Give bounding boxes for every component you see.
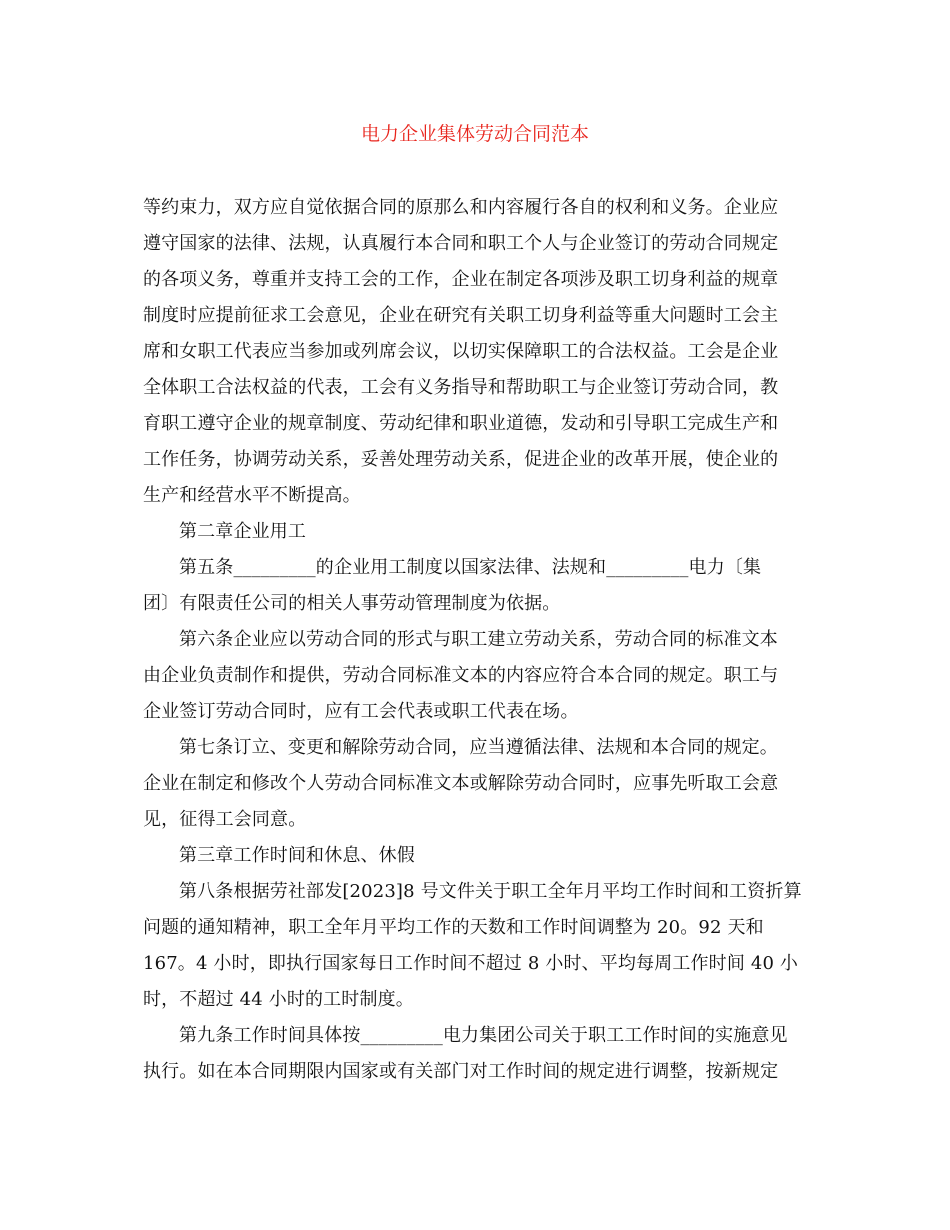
text-line: 问题的通知精神，职工全年月平均工作的天数和工作时间调整为 20。92 天和 bbox=[143, 917, 764, 938]
article-9 bbox=[143, 1018, 813, 1090]
chapter-heading bbox=[143, 514, 813, 550]
chapter-heading bbox=[143, 838, 813, 874]
text-line: 第六条企业应以劳动合同的形式与职工建立劳动关系，劳动合同的标准文本 bbox=[179, 629, 778, 650]
text-line: 第七条订立、变更和解除劳动合同，应当遵循法律、法规和本合同的规定。 bbox=[179, 737, 778, 758]
text-line: 团〕有限责任公司的相关人事劳动管理制度为依据。 bbox=[143, 593, 561, 614]
text-line: 见，征得工会同意。 bbox=[143, 809, 307, 830]
text-line: 席和女职工代表应当参加或列席会议，以切实保障职工的合法权益。工会是企业 bbox=[143, 341, 779, 362]
text-line: 企业在制定和修改个人劳动合同标准文本或解除劳动合同时，应事先听取工会意 bbox=[143, 773, 779, 794]
text-line: 执行。如在本合同期限内国家或有关部门对工作时间的规定进行调整，按新规定 bbox=[143, 1061, 779, 1082]
text-line: 第五条_________的企业用工制度以国家法律、法规和_________电力〔集 bbox=[179, 557, 762, 578]
article-7 bbox=[143, 730, 813, 838]
document-title: 电力企业集体劳动合同范本 bbox=[360, 123, 589, 145]
text-line: 制度时应提前征求工会意见，企业在研究有关职工切身利益等重大问题时工会主 bbox=[143, 305, 779, 326]
text-line: 167。4 小时，即执行国家每日工作时间不超过 8 小时、平均每周工作时间 40 小 bbox=[143, 953, 799, 974]
text-line: 时，不超过 44 小时的工时制度。 bbox=[143, 989, 414, 1010]
text-line: 遵守国家的法律、法规，认真履行本合同和职工个人与企业签订的劳动合同规定 bbox=[143, 233, 779, 254]
paragraph-continuation bbox=[143, 190, 813, 514]
text-line: 生产和经营水平不断提高。 bbox=[143, 485, 361, 506]
text-line: 育职工遵守企业的规章制度、劳动纪律和职业道德，发动和引导职工完成生产和 bbox=[143, 413, 779, 434]
chapter-heading-text: 第二章企业用工 bbox=[179, 521, 307, 542]
text-line: 工作任务，协调劳动关系，妥善处理劳动关系，促进企业的改革开展，使企业的 bbox=[143, 449, 779, 470]
text-line: 由企业负责制作和提供，劳动合同标准文本的内容应符合本合同的规定。职工与 bbox=[143, 665, 779, 686]
text-line: 第八条根据劳社部发[2023]8 号文件关于职工全年月平均工作时间和工资折算 bbox=[179, 881, 802, 902]
text-line: 全体职工合法权益的代表，工会有义务指导和帮助职工与企业签订劳动合同，教 bbox=[143, 377, 779, 398]
text-line: 企业签订劳动合同时，应有工会代表或职工代表在场。 bbox=[143, 701, 579, 722]
text-line: 等约束力，双方应自觉依据合同的原那么和内容履行各自的权利和义务。企业应 bbox=[143, 197, 779, 218]
article-5 bbox=[143, 550, 813, 622]
text-line: 的各项义务，尊重并支持工会的工作，企业在制定各项涉及职工切身利益的规章 bbox=[143, 269, 779, 290]
chapter-heading-text: 第三章工作时间和休息、休假 bbox=[179, 845, 415, 866]
article-8 bbox=[143, 874, 813, 1018]
document-body bbox=[143, 190, 813, 1090]
article-6 bbox=[143, 622, 813, 730]
text-line: 第九条工作时间具体按_________电力集团公司关于职工工作时间的实施意见 bbox=[179, 1025, 788, 1046]
